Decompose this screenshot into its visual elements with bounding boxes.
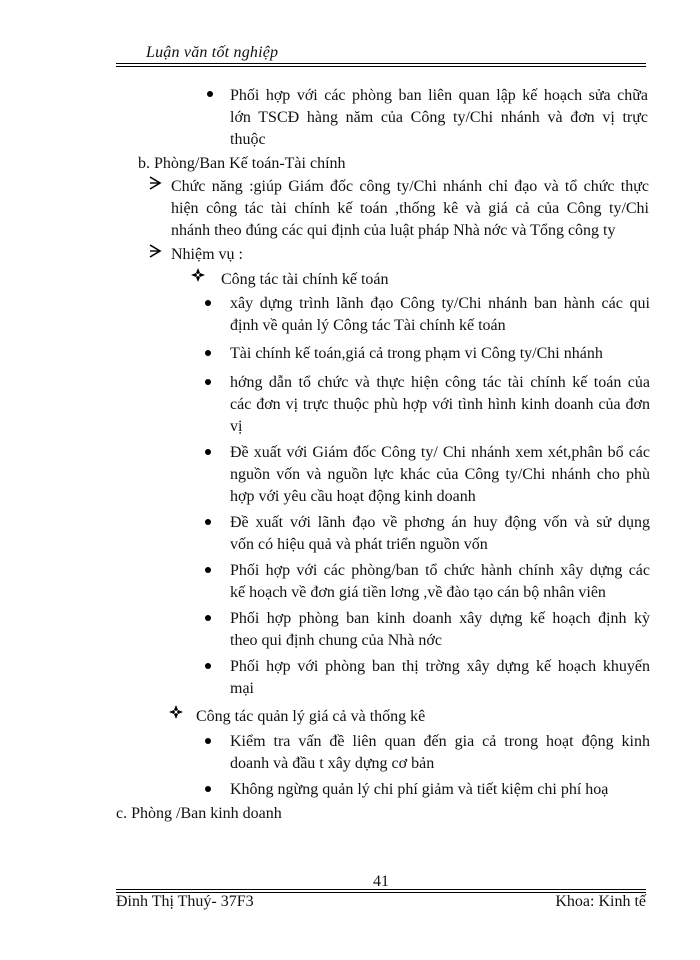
footer-author: Đinh Thị Thuý- 37F3 <box>116 893 254 910</box>
bullet-icon <box>205 350 211 356</box>
group1-item-4-line-2: nguồn vốn và nguồn lực khác của Công ty/Chi nhánh cho phù <box>230 466 650 483</box>
diamond-bullet-icon <box>190 267 206 283</box>
group1-item-7-line-2: theo qui định chung của Nhà nớc <box>230 632 442 649</box>
group1-item-7-line-1: Phối hợp phòng ban kinh doanh xây dựng kế hoạch định kỳ <box>230 610 650 627</box>
section-c-heading: c. Phòng /Ban kinh doanh <box>116 805 282 822</box>
intro-bullet-line-3: thuộc <box>230 131 266 148</box>
bullet-icon <box>205 786 211 792</box>
bullet-icon <box>205 519 211 525</box>
bullet-icon <box>205 379 211 385</box>
function-line-3: nhánh theo đúng các qui định của luật pháp Nhà nớc và Tổng công ty <box>171 222 616 239</box>
group1-item-5-line-2: vốn có hiệu quả và phát triển nguồn vốn <box>230 536 488 553</box>
bullet-icon <box>205 300 211 306</box>
intro-bullet-line-2: lớn TSCĐ hàng năm của Công ty/Chi nhánh và đơn vị trực <box>230 109 648 126</box>
section-b-heading: b. Phòng/Ban Kế toán-Tài chính <box>138 155 346 172</box>
page-header-title: Luận văn tốt nghiệp <box>146 44 279 61</box>
bullet-icon <box>205 615 211 621</box>
footer-faculty: Khoa: Kinh tế <box>555 893 646 910</box>
bullet-icon <box>205 449 211 455</box>
function-line-1: Chức năng :giúp Giám đốc công ty/Chi nhánh chỉ đạo và tổ chức thực <box>171 178 649 195</box>
group1-item-1-line-1: xây dựng trình lãnh đạo Công ty/Chi nhánh ban hành các qui <box>230 295 650 312</box>
group1-item-3-line-2: các đơn vị trực thuộc phù hợp với tình hình kinh doanh của đơn <box>230 396 650 413</box>
bullet-icon <box>205 738 211 744</box>
arrow-bullet-icon <box>148 243 162 259</box>
group1-item-4-line-1: Đề xuất với Giám đốc Công ty/ Chi nhánh xem xét,phân bổ các <box>230 444 650 461</box>
group1-item-8-line-2: mại <box>230 680 254 697</box>
group1-item-8-line-1: Phối hợp với phòng ban thị trờng xây dựng kế hoạch khuyến <box>230 658 650 675</box>
group1-item-5-line-1: Đề xuất với lãnh đạo về phơng án huy động vốn và sử dụng <box>230 514 650 531</box>
header-rule <box>116 63 646 67</box>
group1-title: Công tác tài chính kế toán <box>221 271 389 288</box>
bullet-icon <box>205 663 211 669</box>
intro-bullet-line-1: Phối hợp với các phòng ban liên quan lập kế hoạch sửa chữa <box>230 87 648 104</box>
group1-item-4-line-3: hợp với yêu cầu hoạt động kinh doanh <box>230 488 476 505</box>
function-line-2: hiện công tác tài chính kế toán ,thống kê và giá cả của Công ty/Chi <box>171 200 649 217</box>
bullet-icon <box>205 567 211 573</box>
group1-item-6-line-1: Phối hợp với các phòng/ban tổ chức hành chính xây dựng các <box>230 562 650 579</box>
arrow-bullet-icon <box>148 175 162 191</box>
group1-item-3-line-1: hớng dẫn tổ chức và thực hiện công tác tài chính kế toán của <box>230 374 650 391</box>
duties-label: Nhiệm vụ : <box>171 246 243 263</box>
group2-item-1-line-1: Kiểm tra vấn đề liên quan đến gia cả trong hoạt động kinh <box>230 733 650 750</box>
group2-item-1-line-2: doanh và đầu t xây dựng cơ bản <box>230 755 435 772</box>
diamond-bullet-icon <box>168 704 184 720</box>
group1-item-2-line-1: Tài chính kế toán,giá cả trong phạm vi Công ty/Chi nhánh <box>230 345 603 362</box>
group2-title: Công tác quản lý giá cả và thống kê <box>196 708 426 725</box>
page-number: 41 <box>373 873 389 890</box>
bullet-icon <box>207 91 213 97</box>
group1-item-1-line-2: định về quản lý Công tác Tài chính kế toán <box>230 317 506 334</box>
group1-item-3-line-3: vị <box>230 418 243 435</box>
group1-item-6-line-2: kế hoạch về đơn giá tiền lơng ,về đào tạo cán bộ nhân viên <box>230 584 606 601</box>
group2-item-2-line-1: Không ngừng quản lý chi phí giảm và tiết kiệm chi phí hoạ <box>230 781 609 798</box>
